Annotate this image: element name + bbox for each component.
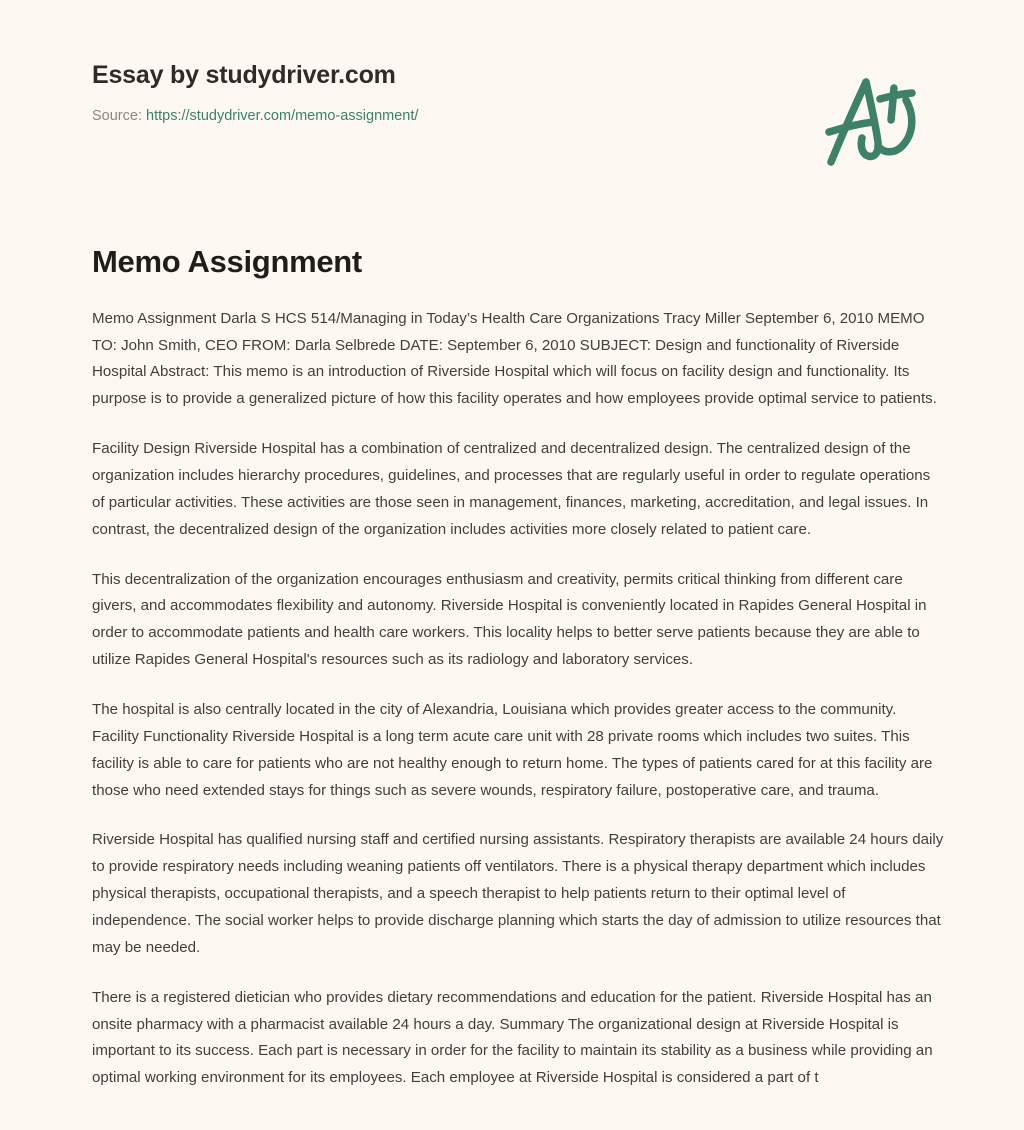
essay-paragraph: Facility Design Riverside Hospital has a combination of centralized and decentralized design. The centralized design of the organization includes hierarchy procedures, guidelines, and processes that are regularly useful in order to regulate operations of particular activities. These activities are those seen in management, finances, marketing, accreditation, and legal issues. In contrast, the decentralized design of the organization includes activities more closely related to patient care.	[92, 440, 931, 538]
source-label: Source:	[92, 107, 142, 124]
essay-paragraph: Memo Assignment Darla S HCS 514/Managing in Today’s Health Care Organizations Tracy Miller September 6, 2010 MEMO TO: John Smith, CEO FROM: Darla Selbrede DATE: September 6, 2010 SUBJECT: Design and functionality of Riverside Hospital Abstract: This memo is an introduction of Riverside Hospital which will focus on facility design and functionality. Its purpose is to provide a generalized picture of how this facility operates and how employees provide optimal service to patients.	[92, 309, 937, 408]
page-title: Memo Assignment	[92, 244, 362, 279]
page-header	[0, 0, 1024, 124]
essay-paragraph: Riverside Hospital has qualified nursing staff and certified nursing assistants. Respiratory therapists are available 24 hours daily to provide respiratory needs including weaning patients off ventilators. There is a physical therapy department which includes physical therapists, occupational therapists, and a speech therapist to help patients return to their optimal level of independence. The social worker helps to provide discharge planning which starts the day of admission to utilize resources that may be needed.	[92, 831, 944, 956]
source-url-link[interactable]: https://studydriver.com/memo-assignment/	[146, 107, 419, 124]
brand-byline: Essay by studydriver.com	[92, 61, 396, 89]
essay-body	[0, 280, 1024, 1092]
a-plus-grade-logo-icon	[818, 70, 928, 166]
essay-paragraph: This decentralization of the organization encourages enthusiasm and creativity, permits critical thinking from different care givers, and accommodates flexibility and autonomy. Riverside Hospital is conveniently located in Rapides General Hospital in order to accommodate patients and health care workers. This locality helps to better serve patients because they are able to utilize Rapides General Hospital's resources such as its radiology and laboratory services.	[92, 570, 927, 669]
essay-paragraph: The hospital is also centrally located in the city of Alexandria, Louisiana which provides greater access to the community. Facility Functionality Riverside Hospital is a long term acute care unit with 28 private rooms which includes two suites. This facility is able to care for patients who are not healthy enough to return home. The types of patients cared for at this facility are those who need extended stays for things such as severe wounds, respiratory failure, postoperative care, and trauma.	[92, 700, 933, 799]
source-line	[92, 108, 944, 125]
essay-paragraph: There is a registered dietician who provides dietary recommendations and education for the patient. Riverside Hospital has an onsite pharmacy with a pharmacist available 24 hours a day. Summary The organizational design at Riverside Hospital is important to its success. Each part is necessary in order for the facility to maintain its stability as a business while providing an optimal working environment for its employees. Each employee at Riverside Hospital is considered a part of t	[92, 988, 933, 1087]
